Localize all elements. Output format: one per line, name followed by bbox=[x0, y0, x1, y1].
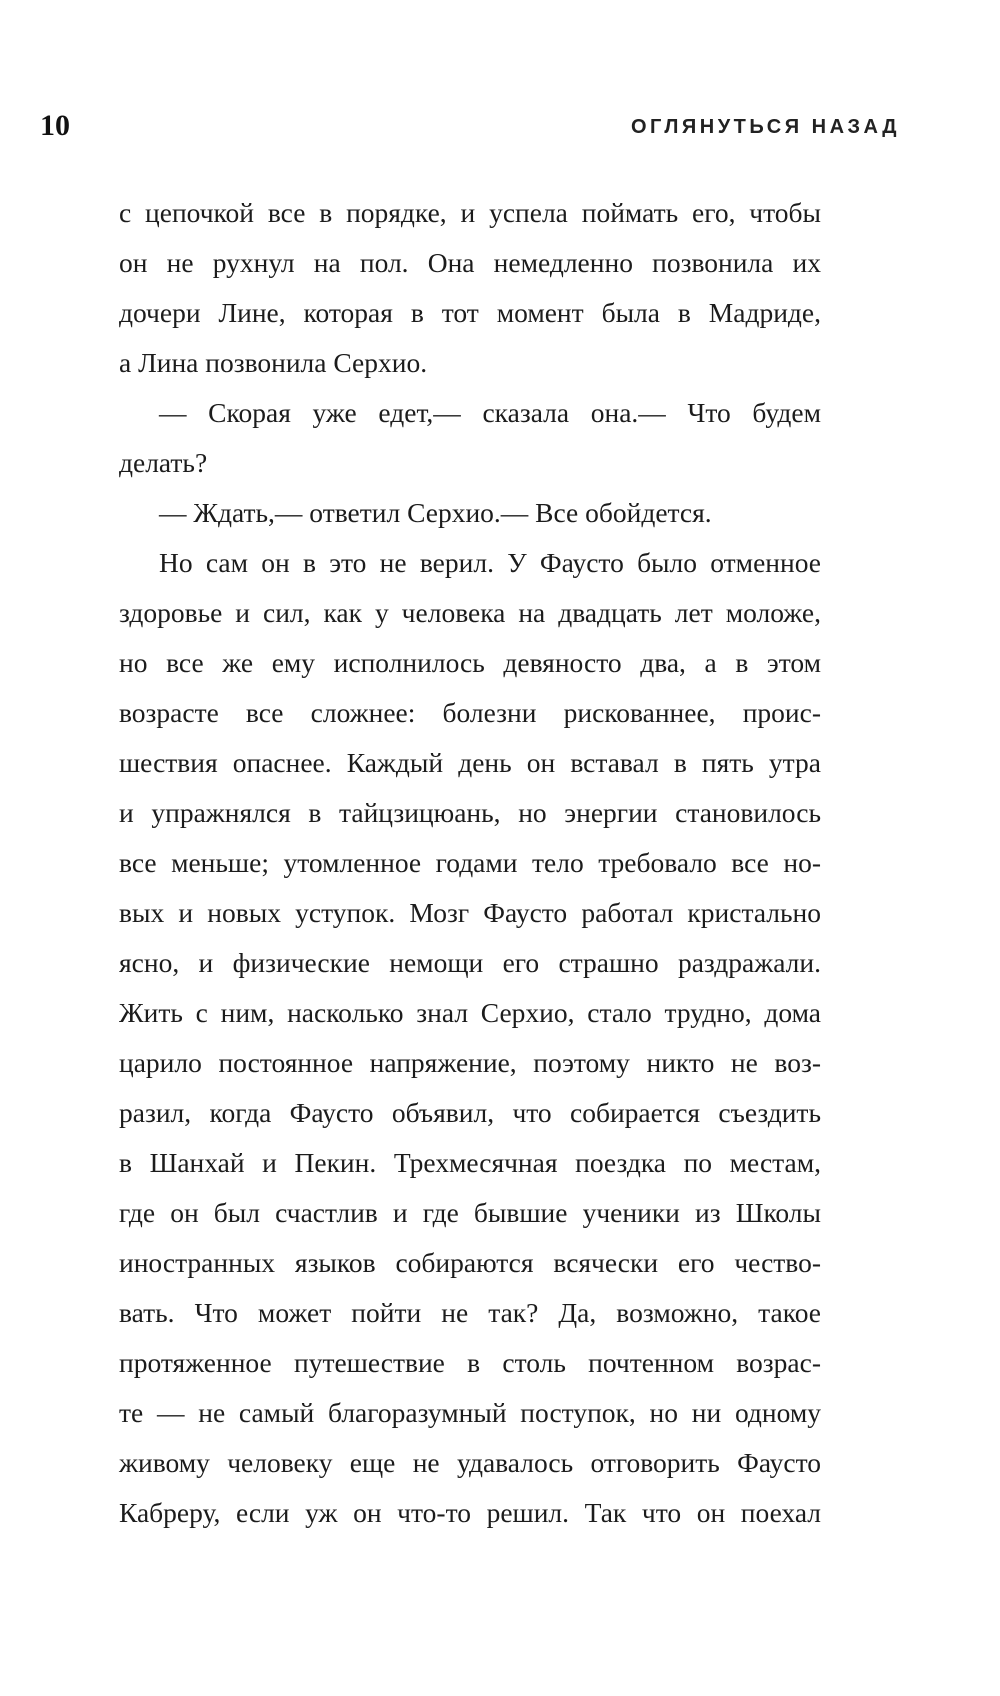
text-line: те — не самый благоразумный поступок, но ни одному bbox=[119, 1397, 821, 1428]
text-line: а Лина позвонила Серхио. bbox=[119, 347, 428, 378]
text-line: в Шанхай и Пекин. Трехмесячная поездка по местам, bbox=[119, 1147, 821, 1178]
text-line: Кабреру, если уж он что-то решил. Так что он поехал bbox=[119, 1497, 821, 1528]
body-text bbox=[119, 188, 821, 1538]
text-line: все меньше; утомленное годами тело требовало все но- bbox=[119, 847, 821, 878]
text-line: вать. Что может пойти не так? Да, возможно, такое bbox=[119, 1297, 821, 1328]
text-line: возрасте все сложнее: болезни рискованнее, проис- bbox=[119, 697, 821, 728]
text-line: иностранных языков собираются всячески его чество- bbox=[119, 1247, 821, 1278]
dialogue-line: — Ждать,— ответил Серхио.— Все обойдется. bbox=[159, 497, 712, 528]
text-line: и упражнялся в тайцзицюань, но энергии становилось bbox=[119, 797, 821, 828]
running-header bbox=[40, 108, 900, 148]
page-number: 10 bbox=[40, 109, 70, 142]
text-line: разил, когда Фаусто объявил, что собирается съездить bbox=[119, 1097, 821, 1128]
text-line: шествия опаснее. Каждый день он вставал в пять утра bbox=[119, 747, 821, 778]
text-line: ясно, и физические немощи его страшно раздражали. bbox=[119, 947, 821, 978]
text-line: делать? bbox=[119, 447, 208, 478]
text-line: вых и новых уступок. Мозг Фаусто работал кристально bbox=[119, 897, 821, 928]
text-line: но все же ему исполнилось девяносто два, а в этом bbox=[119, 647, 821, 678]
text-line: с цепочкой все в порядке, и успела поймать его, чтобы bbox=[119, 197, 821, 228]
text-line: он не рухнул на пол. Она немедленно позвонила их bbox=[119, 247, 821, 278]
paragraph-start-line: Но сам он в это не верил. У Фаусто было отменное bbox=[159, 547, 821, 578]
text-line: царило постоянное напряжение, поэтому никто не воз- bbox=[119, 1047, 821, 1078]
text-line: дочери Лине, которая в тот момент была в Мадриде, bbox=[119, 297, 821, 328]
dialogue-line: — Скорая уже едет,— сказала она.— Что будем bbox=[159, 397, 821, 428]
running-title: ОГЛЯНУТЬСЯ НАЗАД bbox=[630, 116, 900, 138]
text-line: протяженное путешествие в столь почтенном возрас- bbox=[119, 1347, 821, 1378]
text-line: здоровье и сил, как у человека на двадцать лет моложе, bbox=[119, 597, 821, 628]
text-line: живому человеку еще не удавалось отговорить Фаусто bbox=[119, 1447, 821, 1478]
text-line: где он был счастлив и где бывшие ученики из Школы bbox=[119, 1197, 821, 1228]
text-line: Жить с ним, насколько знал Серхио, стало трудно, дома bbox=[119, 997, 821, 1028]
